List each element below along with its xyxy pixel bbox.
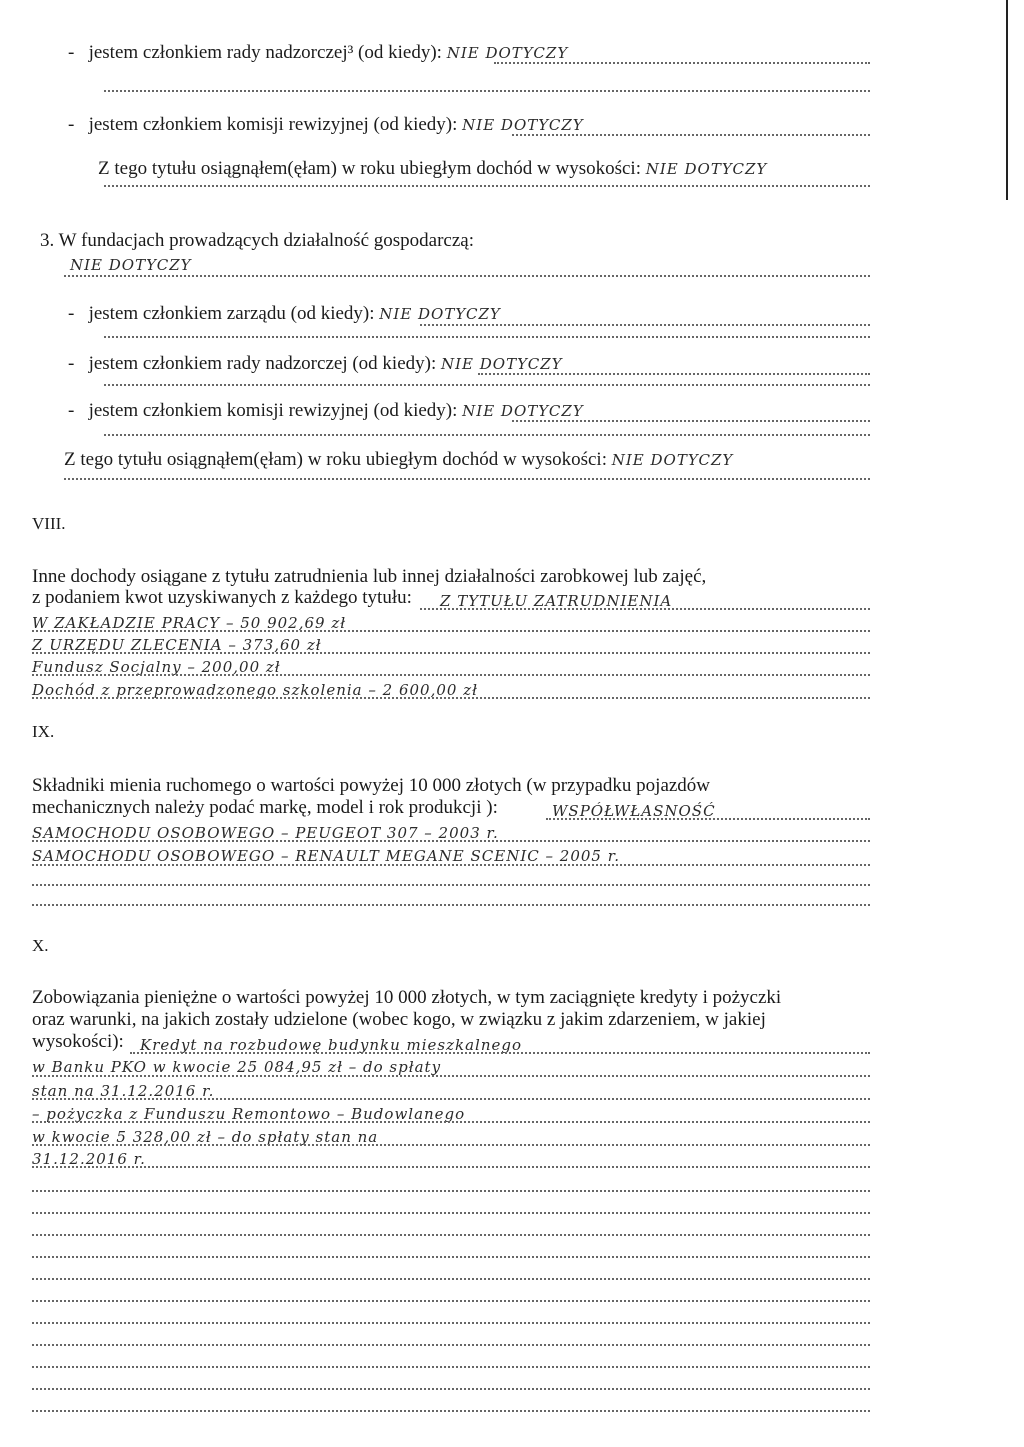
- section-viii-text2: z podaniem kwot uzyskiwanych z każdego tytułu:: [32, 587, 412, 608]
- dotted-line: [104, 185, 870, 187]
- dochod-label: Z tego tytułu osiągnąłem(ęłam) w roku ubiegłym dochód w wysokości:: [98, 158, 641, 179]
- section-x-entry: 31.12.2016 r.: [32, 1150, 146, 1168]
- dotted-line: [130, 1052, 870, 1054]
- row-rada-fundacja: [68, 353, 563, 375]
- dotted-line: [32, 1300, 870, 1302]
- section-viii-entry: Z TYTUŁU ZATRUDNIENIA: [440, 592, 673, 610]
- dotted-line: [32, 697, 870, 699]
- komisja-value: NIE DOTYCZY: [462, 116, 584, 134]
- zarzad-label: jestem członkiem zarządu (od kiedy):: [88, 303, 375, 324]
- dotted-line: [32, 1166, 870, 1168]
- row-komisja: [68, 114, 584, 136]
- section-x-heading: X.: [32, 936, 49, 955]
- dochod-fundacja-label: Z tego tytułu osiągnąłem(ęłam) w roku ubiegłym dochód w wysokości:: [64, 449, 607, 470]
- dotted-line: [512, 134, 870, 136]
- rada-fundacja-value: NIE DOTYCZY: [441, 355, 563, 373]
- dash-marker: -: [68, 42, 84, 63]
- dotted-line: [32, 864, 870, 866]
- section-viii-entry: Dochód z przeprowadzonego szkolenia – 2 600,00 zł: [32, 681, 478, 699]
- komisja-label: jestem członkiem komisji rewizyjnej (od kiedy):: [88, 114, 458, 135]
- rada-label: jestem członkiem rady nadzorczej³ (od kiedy):: [88, 42, 442, 63]
- dash-marker: -: [68, 400, 84, 421]
- section-x-entry: Kredyt na rozbudowę budynku mieszkalnego: [140, 1036, 522, 1054]
- section-x-entry: w kwocie 5 328,00 zł – do spłaty stan na: [32, 1128, 379, 1146]
- rada-value: NIE DOTYCZY: [446, 44, 569, 62]
- dotted-line: [32, 1278, 870, 1280]
- row-rada-nadzorcza: [68, 42, 568, 64]
- dotted-line: [32, 1410, 870, 1412]
- dotted-line: [420, 324, 870, 326]
- dash-marker: -: [68, 353, 84, 374]
- dotted-line: [546, 818, 870, 820]
- row-zarzad: [68, 303, 501, 325]
- section-x-entry: stan na 31.12.2016 r.: [32, 1082, 215, 1100]
- dotted-line: [64, 478, 870, 480]
- dotted-line: [420, 608, 870, 610]
- komisja-fundacja-label: jestem członkiem komisji rewizyjnej (od kiedy):: [88, 400, 458, 421]
- dochod-value: NIE DOTYCZY: [645, 160, 768, 178]
- section-viii-entry: Fundusz Socjalny – 200,00 zł: [32, 658, 281, 676]
- section-ix-heading: IX.: [32, 722, 55, 741]
- dotted-line: [32, 652, 870, 654]
- row-dochod: [98, 158, 767, 180]
- row-komisja-fundacja: [68, 400, 584, 422]
- dotted-line: [104, 384, 870, 386]
- section-x-text1: Zobowiązania pieniężne o wartości powyżej 10 000 złotych, w tym zaciągnięte kredyty i pożyczki: [32, 987, 782, 1008]
- dotted-line: [478, 373, 870, 375]
- dotted-line: [64, 275, 870, 277]
- dotted-line: [32, 630, 870, 632]
- dotted-line: [32, 1322, 870, 1324]
- dash-marker: -: [68, 114, 84, 135]
- section-ix-entry: SAMOCHODU OSOBOWEGO – RENAULT MEGANE SCENIC – 2005 r.: [32, 847, 621, 865]
- section-viii-entry: W ZAKŁADZIE PRACY – 50 902,69 zł: [32, 614, 347, 632]
- dotted-line: [104, 336, 870, 338]
- section-viii-entry: Z URZĘDU ZLECENIA – 373,60 zł: [32, 636, 322, 654]
- dotted-line: [32, 1234, 870, 1236]
- section-x-text3: wysokości):: [32, 1031, 124, 1052]
- section-ix-text1: Składniki mienia ruchomego o wartości powyżej 10 000 złotych (w przypadku pojazdów: [32, 775, 711, 796]
- dochod-fundacja-value: NIE DOTYCZY: [611, 451, 734, 469]
- dotted-line: [512, 420, 870, 422]
- dotted-line: [32, 1121, 870, 1123]
- section-x-text2: oraz warunki, na jakich zostały udzielone (wobec kogo, w związku z jakim zdarzeniem, w jakiej: [32, 1009, 766, 1030]
- section-x-entry: w Banku PKO w kwocie 25 084,95 zł – do spłaty: [32, 1058, 442, 1076]
- point3-title: 3. W fundacjach prowadzących działalność gospodarczą:: [40, 230, 474, 251]
- dotted-line: [32, 1388, 870, 1390]
- section-ix-entry: SAMOCHODU OSOBOWEGO – PEUGEOT 307 – 2003 r.: [32, 824, 499, 842]
- dotted-line: [104, 90, 870, 92]
- page-edge-line: [1006, 0, 1008, 200]
- dotted-line: [32, 1344, 870, 1346]
- dotted-line: [32, 1212, 870, 1214]
- dotted-line: [494, 62, 870, 64]
- section-ix-text2: mechanicznych należy podać markę, model i rok produkcji ):: [32, 797, 498, 818]
- dotted-line: [104, 434, 870, 436]
- dotted-line: [32, 904, 870, 906]
- section-viii-heading: VIII.: [32, 514, 66, 533]
- dotted-line: [32, 884, 870, 886]
- row-dochod-fundacja: [64, 449, 733, 471]
- dotted-line: [32, 1190, 870, 1192]
- section-x-entry: – pożyczka z Funduszu Remontowo – Budowlanego: [32, 1105, 466, 1123]
- dotted-line: [32, 840, 870, 842]
- dotted-line: [32, 1075, 870, 1077]
- dotted-line: [32, 1144, 870, 1146]
- dotted-line: [32, 1098, 870, 1100]
- dotted-line: [32, 1366, 870, 1368]
- point3-value: NIE DOTYCZY: [70, 256, 192, 274]
- dotted-line: [32, 674, 870, 676]
- section-ix-entry: WSPÓŁWŁASNOŚĆ: [552, 802, 716, 820]
- section-viii-text1: Inne dochody osiągane z tytułu zatrudnienia lub innej działalności zarobkowej lub zajęć,: [32, 566, 707, 587]
- dash-marker: -: [68, 303, 84, 324]
- zarzad-value: NIE DOTYCZY: [379, 305, 501, 323]
- komisja-fundacja-value: NIE DOTYCZY: [462, 402, 584, 420]
- dotted-line: [32, 1256, 870, 1258]
- rada-fundacja-label: jestem członkiem rady nadzorczej (od kiedy):: [88, 353, 437, 374]
